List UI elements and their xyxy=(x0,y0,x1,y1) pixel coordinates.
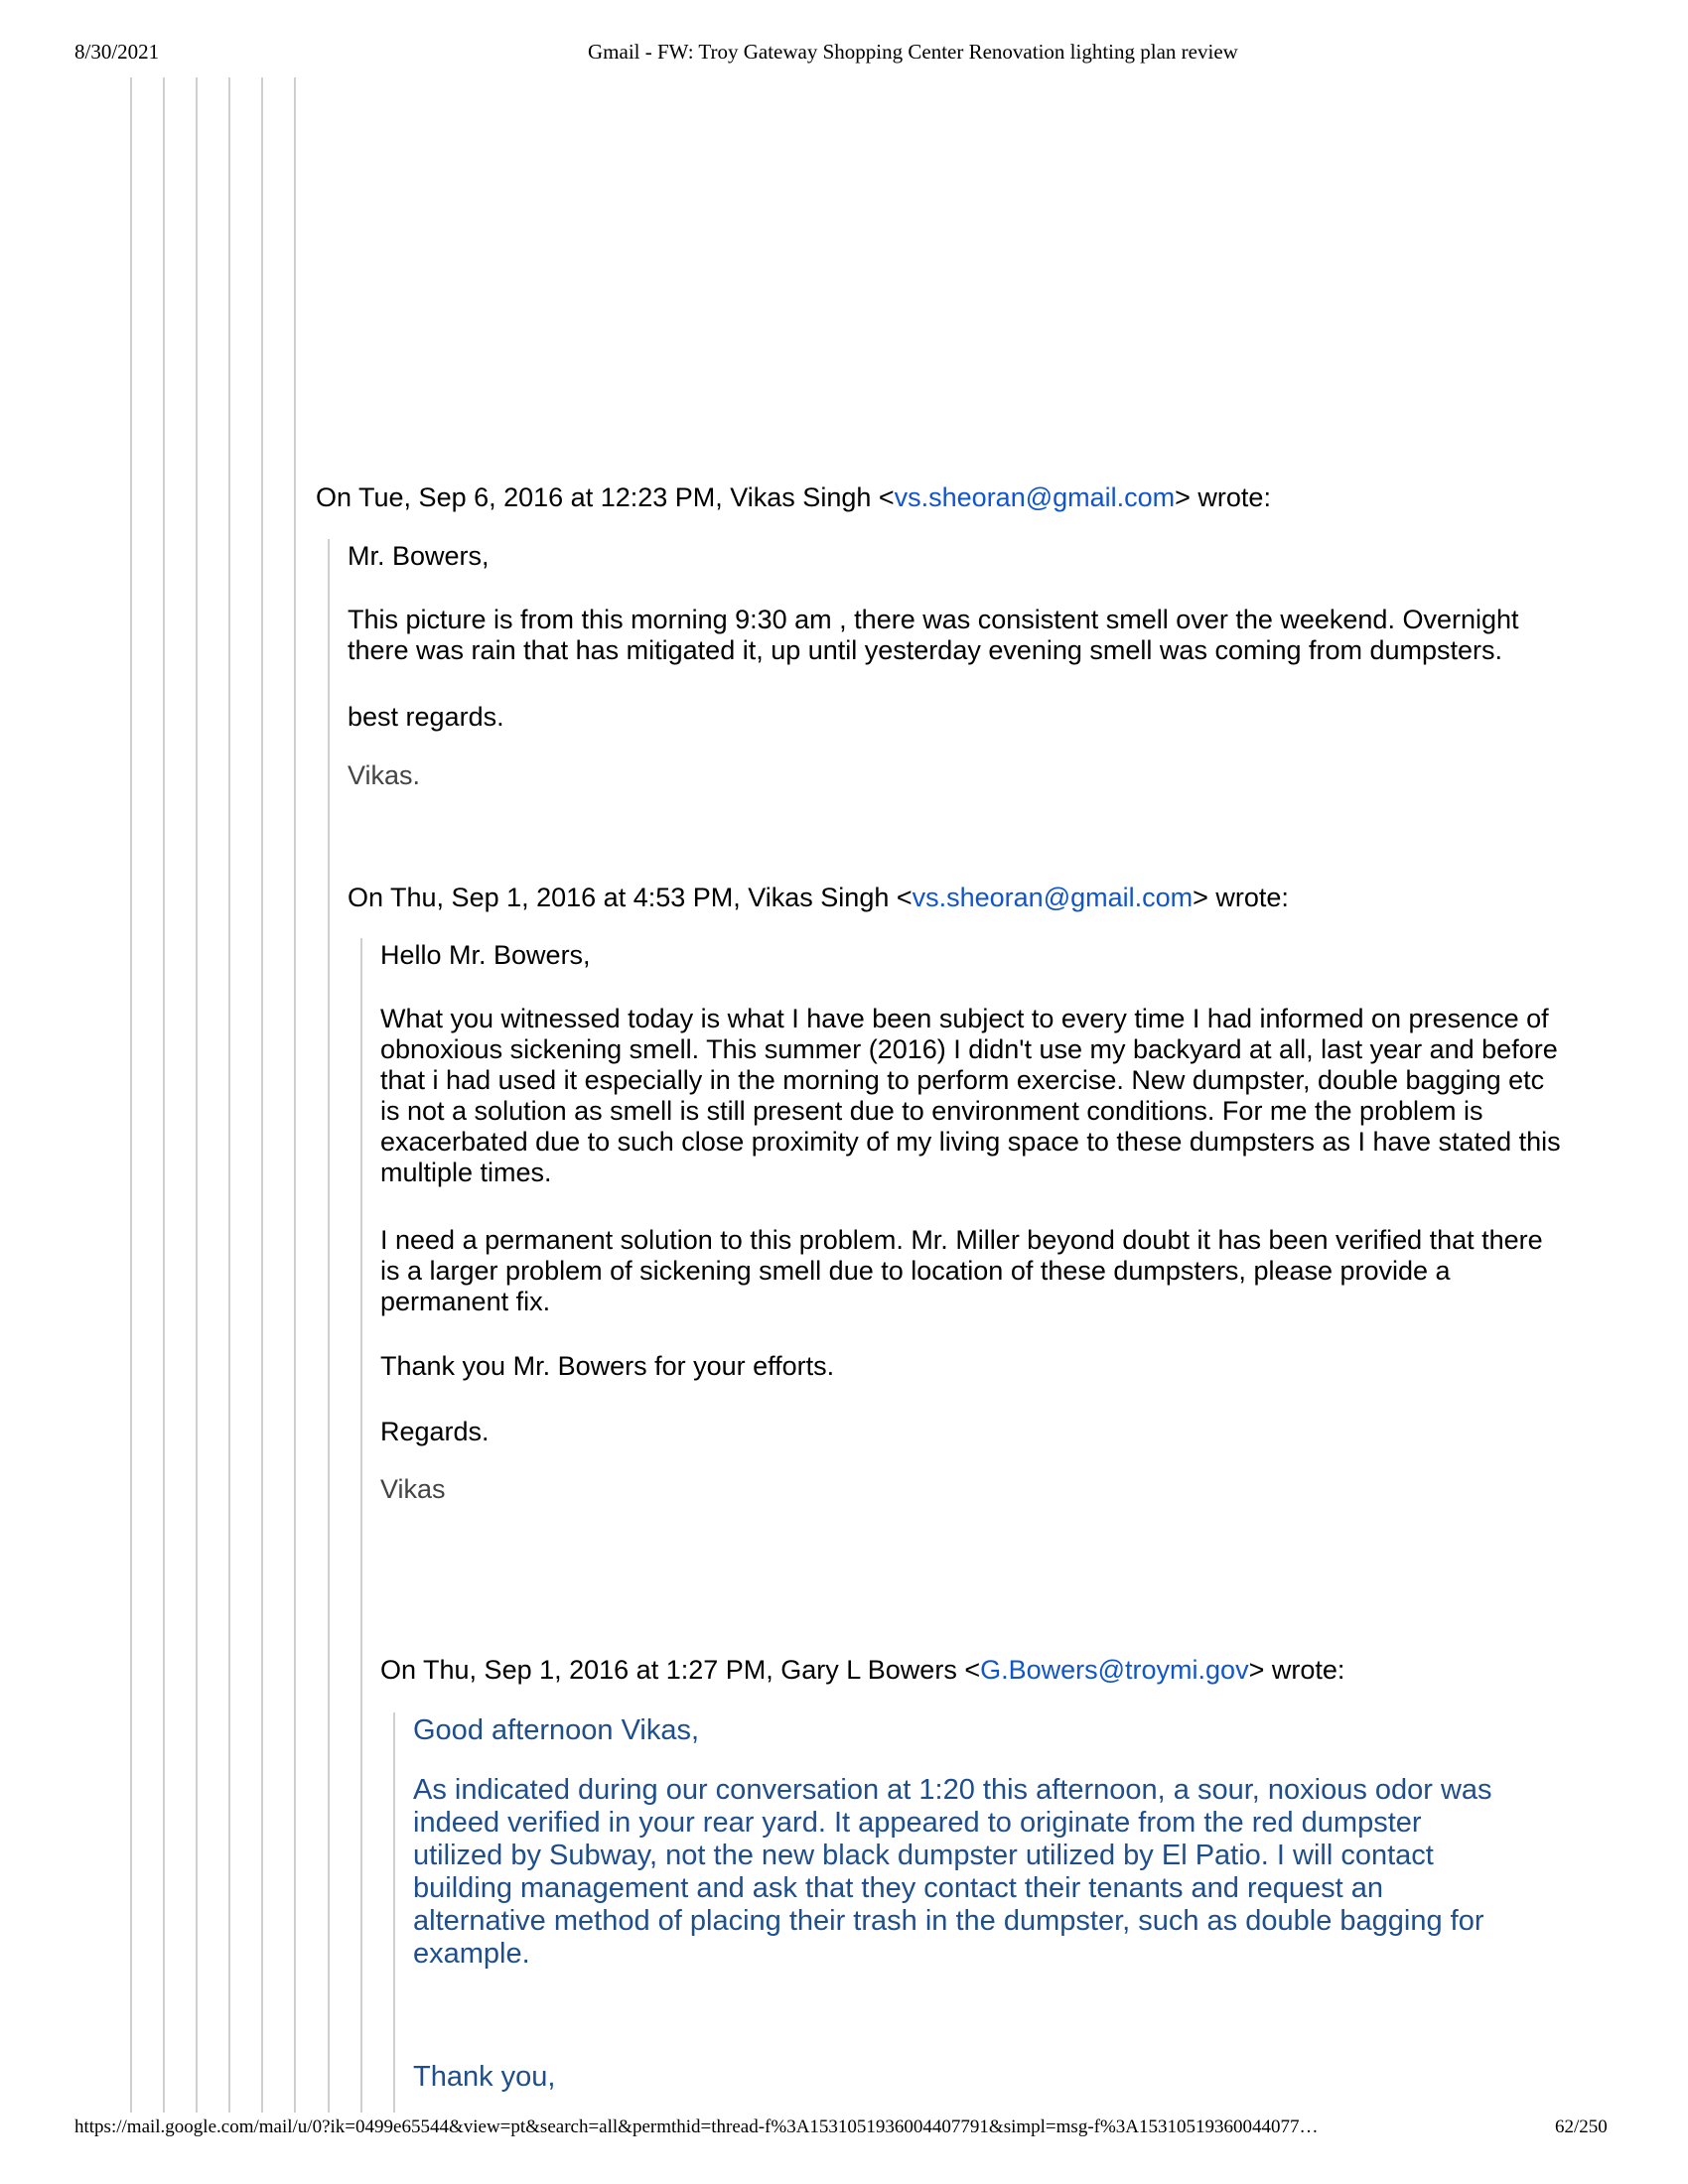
quote-bar xyxy=(360,938,362,2113)
message-body xyxy=(413,1774,1492,1971)
sender-email-link[interactable]: vs.sheoran@gmail.com xyxy=(894,482,1176,512)
message-greeting: Hello Mr. Bowers, xyxy=(380,940,591,970)
body-line: that i had used it especially in the morning to perform exercise. New dumpster, double bagging etc xyxy=(380,1065,1545,1095)
body-line: building management and ask that they contact their tenants and request an xyxy=(413,1872,1383,1904)
quote-bar xyxy=(228,77,230,2113)
quote-bar xyxy=(130,77,132,2113)
message-closing: best regards. xyxy=(348,702,504,732)
message-body xyxy=(348,605,1519,666)
body-line: example. xyxy=(413,1938,530,1970)
body-line: is a larger problem of sickening smell due to location of these dumpsters, please provide a xyxy=(380,1256,1451,1286)
attribution-suffix: > wrote: xyxy=(1175,482,1271,512)
body-line: multiple times. xyxy=(380,1158,552,1187)
body-line: is not a solution as smell is still present due to environment conditions. For me the problem is xyxy=(380,1096,1483,1126)
attribution-suffix: > wrote: xyxy=(1193,883,1289,912)
message-greeting: Mr. Bowers, xyxy=(348,541,490,571)
message-signature: Vikas. xyxy=(348,760,421,790)
message-body xyxy=(380,1004,1561,1188)
message-signature: Vikas xyxy=(380,1474,446,1504)
quote-bar xyxy=(196,77,198,2113)
message-closing: Thank you, xyxy=(413,2061,556,2093)
print-url: https://mail.google.com/mail/u/0?ik=0499e65544&view=pt&search=all&permthid=thread-f%3A1531051936004407791&simpl=msg-f%3A15310519360044077… xyxy=(74,2116,1319,2137)
quote-bar xyxy=(163,77,165,2113)
message-attribution xyxy=(380,1655,1344,1686)
body-line: indeed verified in your rear yard. It appeared to originate from the red dumpster xyxy=(413,1807,1422,1839)
quote-bar xyxy=(261,77,263,2113)
message-attribution xyxy=(348,883,1289,913)
attribution-text: On Thu, Sep 1, 2016 at 4:53 PM, Vikas Singh < xyxy=(348,883,913,912)
body-line: obnoxious sickening smell. This summer (2016) I didn't use my backyard at all, last year and before xyxy=(380,1034,1558,1064)
print-date: 8/30/2021 xyxy=(74,40,160,64)
body-line: utilized by Subway, not the new black dumpster utilized by El Patio. I will contact xyxy=(413,1840,1434,1871)
attribution-text: On Thu, Sep 1, 2016 at 1:27 PM, Gary L Bowers < xyxy=(380,1655,981,1685)
sender-email-link[interactable]: vs.sheoran@gmail.com xyxy=(912,883,1194,912)
attribution-text: On Tue, Sep 6, 2016 at 12:23 PM, Vikas Singh < xyxy=(316,482,895,512)
quote-bar xyxy=(328,539,330,2113)
body-line: there was rain that has mitigated it, up until yesterday evening smell was coming from dumpsters. xyxy=(348,635,1503,665)
body-line: alternative method of placing their trash in the dumpster, such as double bagging for xyxy=(413,1905,1484,1937)
body-line: permanent fix. xyxy=(380,1287,551,1316)
message-closing: Regards. xyxy=(380,1417,490,1446)
message-greeting: Good afternoon Vikas, xyxy=(413,1714,700,1746)
body-line: As indicated during our conversation at 1:20 this afternoon, a sour, noxious odor was xyxy=(413,1774,1492,1806)
message-body xyxy=(380,1225,1543,1317)
message-thanks: Thank you Mr. Bowers for your efforts. xyxy=(380,1351,835,1381)
page-number: 62/250 xyxy=(1555,2116,1608,2137)
body-line: What you witnessed today is what I have been subject to every time I had informed on presence of xyxy=(380,1004,1549,1033)
quote-bar xyxy=(393,1712,395,2113)
message-attribution xyxy=(316,482,1271,513)
body-line: This picture is from this morning 9:30 am , there was consistent smell over the weekend. Overnight xyxy=(348,605,1519,634)
sender-email-link[interactable]: G.Bowers@troymi.gov xyxy=(980,1655,1249,1685)
body-line: I need a permanent solution to this problem. Mr. Miller beyond doubt it has been verified that there xyxy=(380,1225,1543,1255)
attribution-suffix: > wrote: xyxy=(1248,1655,1345,1685)
quote-bar xyxy=(294,77,296,2113)
print-title: Gmail - FW: Troy Gateway Shopping Center Renovation lighting plan review xyxy=(588,40,1238,64)
body-line: exacerbated due to such close proximity of my living space to these dumpsters as I have stated this xyxy=(380,1127,1561,1157)
